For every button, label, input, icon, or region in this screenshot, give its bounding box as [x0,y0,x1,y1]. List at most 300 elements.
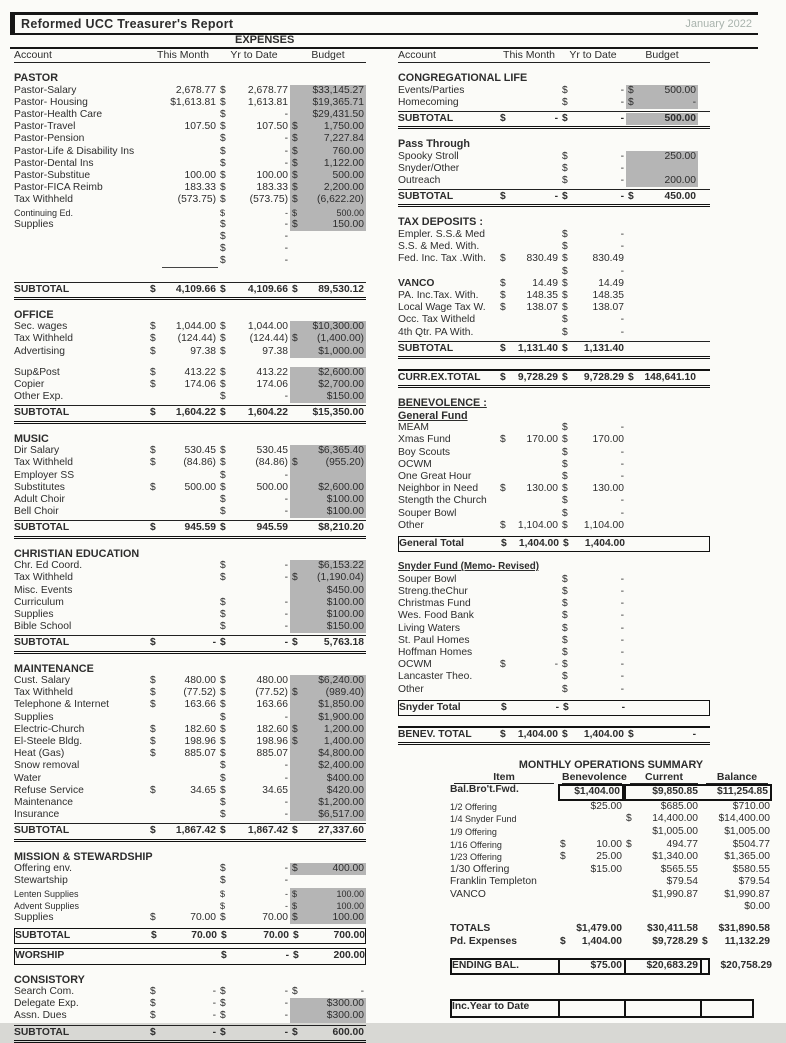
amount-budget: $1,000.00 [306,346,366,358]
amount-balance: $504.77 [732,838,770,850]
amount-budget: 760.00 [306,146,366,158]
amount-current: $20,683.29 [638,960,702,973]
currency-sign [498,586,510,598]
amount-yr-to-date: - [284,986,288,998]
section-title: Snyder Fund (Memo- Revised) [398,561,539,573]
amount-yr-to-date: 34.65 [262,784,288,796]
table-row [14,948,366,964]
currency-sign [626,434,640,446]
amount-yr-to-date: - [620,175,624,187]
amount-budget [640,623,698,635]
amount-this-month [162,255,218,267]
currency-sign: $ [220,608,226,620]
currency-sign [290,809,306,821]
row-label: SUBTOTAL [14,522,70,534]
amount-this-month: - [555,701,559,713]
row-label: Adult Choir [14,493,65,505]
currency-sign [148,158,162,170]
currency-sign: $ [220,366,226,378]
row-label: Offering env. [14,863,73,875]
amount-benevolence: $1,404.00 [568,784,624,801]
row-label: Maintenance [14,797,73,809]
table-row [14,182,366,194]
currency-sign [700,889,710,902]
amount-yr-to-date: - [284,560,288,572]
currency-sign [290,712,306,724]
currency-sign: $ [500,253,506,265]
currency-sign: $ [562,458,568,470]
table-row [14,158,366,170]
amount-this-month [162,609,218,621]
amount-balance: $31,890.58 [718,923,770,935]
table-row [398,459,710,471]
amount-yr-to-date: - [284,469,288,481]
currency-sign: $ [220,687,226,699]
currency-sign: $ [562,495,568,507]
amount-yr-to-date: 97.38 [262,345,288,357]
currency-sign: $ [562,191,568,203]
currency-sign [290,748,306,760]
amount-this-month [510,586,560,598]
amount-budget: 2,200.00 [306,182,366,194]
amount-this-month: 9,728.29 [517,371,558,383]
amount-this-month: 198.96 [184,736,216,748]
currency-sign [498,266,510,278]
amount-yr-to-date: - [285,950,289,962]
amount-budget [640,586,698,598]
currency-sign [626,1001,638,1016]
currency-sign [558,923,568,936]
currency-sign [290,797,306,809]
amount-budget: - [692,728,696,740]
currency-sign [290,367,306,379]
amount-yr-to-date: - [285,888,288,899]
amount-this-month [510,459,560,471]
amount-this-month [510,647,560,659]
currency-sign: $ [562,470,568,482]
currency-sign [626,175,640,187]
amount-budget [640,302,698,314]
currency-sign [148,585,162,597]
amount-this-month: 70.00 [191,930,217,942]
amount-yr-to-date: 945.59 [256,522,288,534]
currency-sign: $ [150,407,156,419]
amount-budget: 100.00 [306,888,366,900]
currency-sign: $ [220,711,226,723]
amount-this-month: 1,044.00 [175,321,216,333]
summary-row [450,784,768,801]
row-label: Copier [14,379,45,391]
currency-sign: $ [500,342,506,354]
section-title: Pass Through [398,138,470,151]
amount-budget [640,343,698,355]
amount-yr-to-date: (77.52) [255,687,288,699]
amount-this-month: 170.00 [526,434,558,446]
amount-this-month [510,241,560,253]
table-row [398,659,710,671]
amount-yr-to-date: - [620,96,624,108]
row-label: SUBTOTAL [398,191,454,203]
table-row [398,471,710,483]
currency-sign [148,809,162,821]
amount-budget: $100.00 [306,597,366,609]
currency-sign [626,151,640,163]
amount-benevolence [568,876,624,889]
currency-sign [700,851,710,864]
currency-sign [498,163,510,175]
amount-this-month: - [212,998,216,1010]
row-label [14,255,148,267]
currency-sign [702,1001,712,1016]
table-row [14,85,366,97]
amount-yr-to-date: 4,109.66 [247,283,288,295]
amount-this-month [162,494,218,506]
currency-sign: $ [220,888,226,899]
amount-yr-to-date: (124.44) [249,333,288,345]
currency-sign [290,407,306,419]
currency-sign: $ [500,371,506,383]
currency-sign: $ [562,422,568,434]
amount-yr-to-date: - [284,230,288,242]
amount-yr-to-date: - [284,391,288,403]
table-row [398,684,710,696]
amount-yr-to-date: - [284,621,288,633]
amount-budget: 700.00 [333,930,365,942]
table-row [14,823,366,841]
amount-this-month [162,133,218,145]
amount-yr-to-date: - [620,495,624,507]
amount-yr-to-date: - [620,671,624,683]
amount-budget: 200.00 [640,175,698,187]
column-header-2: Yr to Date [569,49,617,61]
currency-sign: $ [500,728,506,740]
amount-benevolence: $1,479.00 [576,923,622,935]
amount-this-month: 413.22 [184,366,216,378]
currency-sign [148,243,162,255]
currency-sign: $ [220,998,226,1010]
currency-sign: $ [560,935,566,947]
currency-sign: $ [562,610,568,622]
currency-sign: $ [626,85,640,97]
currency-sign [290,506,306,518]
table-row [14,712,366,724]
table-row [14,282,366,300]
amount-yr-to-date: - [620,683,624,695]
row-label: Chr. Ed Coord. [14,560,83,572]
amount-this-month: 130.00 [526,483,558,495]
table-row [398,253,710,265]
amount-this-month: - [212,637,216,649]
currency-sign: $ [220,748,226,760]
summary-item-label: 1/23 Offering [450,852,502,863]
amount-budget [640,278,698,290]
amount-budget [640,327,698,339]
currency-sign [558,801,568,814]
currency-sign [148,560,162,572]
summary-item-label: ENDING BAL. [452,960,560,973]
currency-sign [626,422,640,434]
currency-sign [498,495,510,507]
amount-yr-to-date: 830.49 [592,253,624,265]
table-row [398,586,710,598]
amount-this-month: 1,404.00 [518,537,559,549]
row-label: Events/Parties [398,84,465,96]
amount-benevolence: 1,404.00 [581,935,622,947]
amount-this-month [162,875,218,887]
table-row [398,520,710,532]
amount-yr-to-date: 107.50 [256,121,288,133]
currency-sign: $ [220,445,226,457]
row-label: Souper Bowl [398,573,457,585]
amount-this-month: 1,104.00 [517,519,558,531]
table-row [14,457,366,469]
amount-yr-to-date: 530.45 [256,445,288,457]
currency-sign [498,610,510,622]
amount-current: $30,411.58 [647,923,698,935]
table-row [398,434,710,446]
table-row [14,506,366,518]
currency-sign [290,494,306,506]
amount-budget [640,266,698,278]
currency-sign [290,621,306,633]
currency-sign [290,445,306,457]
currency-sign [290,597,306,609]
currency-sign [626,635,640,647]
currency-sign [148,470,162,482]
currency-sign: $ [150,784,156,796]
row-label: Spooky Stroll [398,150,459,162]
currency-sign [626,623,640,635]
amount-yr-to-date: - [284,797,288,809]
table-row [398,278,710,290]
row-label: Misc. Events [14,584,73,596]
amount-yr-to-date: - [620,585,624,597]
row-label: Insurance [14,809,60,821]
amount-budget: $100.00 [306,506,366,518]
amount-balance: $1,990.87 [724,888,770,900]
currency-sign [148,231,162,243]
currency-sign: $ [150,911,156,923]
currency-sign [149,950,163,962]
currency-sign [148,900,162,912]
amount-current: 14,400.00 [652,813,698,825]
currency-sign [498,241,510,253]
amount-budget [640,471,698,483]
row-label: Xmas Fund [398,434,451,446]
amount-yr-to-date: 9,728.29 [583,371,624,383]
table-row [14,635,366,653]
table-row [14,572,366,584]
currency-sign: $ [290,333,306,345]
amount-current: $1,990.87 [652,888,698,900]
currency-sign: $ [562,302,568,314]
currency-sign [498,422,510,434]
row-label: WORSHIP [15,950,65,962]
amount-balance: $710.00 [732,800,770,812]
amount-this-month: 138.07 [526,302,558,314]
summary-row [450,958,772,975]
amount-budget: $6,365.40 [306,445,366,457]
currency-sign: $ [220,230,226,242]
currency-sign [700,923,710,936]
currency-sign [626,598,640,610]
currency-sign: $ [562,446,568,458]
currency-sign [700,864,710,877]
currency-sign: $ [220,986,226,998]
amount-budget: $1,900.00 [306,712,366,724]
amount-yr-to-date: - [620,598,624,610]
currency-sign: $ [292,1026,298,1038]
amount-this-month [510,495,560,507]
currency-sign: $ [562,683,568,695]
amount-budget: (955.20) [306,457,366,469]
row-label: Tax Withheld [14,572,73,584]
currency-sign: $ [150,825,156,837]
amount-this-month [162,219,218,231]
currency-sign: $ [220,560,226,572]
expenses-band-label: EXPENSES [235,34,295,46]
amount-yr-to-date: - [620,191,624,203]
row-label: Wes. Food Bank [398,610,474,622]
currency-sign: $ [220,522,226,534]
row-label: Fed. Inc. Tax .With. [398,253,486,265]
currency-sign: $ [221,950,227,962]
currency-sign [498,471,510,483]
table-row [398,163,710,175]
currency-sign: $ [562,659,568,671]
table-row [398,700,710,716]
amount-this-month: 500.00 [184,481,216,493]
currency-sign: $ [290,736,306,748]
currency-sign: $ [562,228,568,240]
row-label: Tax Withheld [14,687,73,699]
summary-row [450,935,770,949]
table-row [398,241,710,253]
currency-sign: $ [562,507,568,519]
currency-sign: $ [150,687,156,699]
amount-this-month [162,888,218,900]
table-row [14,760,366,772]
table-row [14,724,366,736]
currency-sign: $ [220,145,226,157]
currency-sign: $ [702,935,708,947]
amount-yr-to-date: 198.96 [256,736,288,748]
amount-budget: 1,750.00 [306,121,366,133]
row-label: General Total [399,537,465,549]
currency-sign [624,784,636,801]
currency-sign: $ [290,912,306,924]
amount-budget: $400.00 [306,773,366,785]
currency-sign [498,327,510,339]
amount-yr-to-date: 1,044.00 [247,321,288,333]
summary-row [450,888,770,902]
amount-yr-to-date: - [620,112,624,124]
currency-sign: $ [562,434,568,446]
column-header-3: Budget [645,49,679,61]
amount-budget: 5,763.18 [323,637,364,649]
row-label: Assn. Dues [14,1010,67,1022]
currency-sign [624,923,636,936]
amount-this-month [510,314,560,326]
amount-this-month [510,97,560,109]
currency-sign [498,598,510,610]
monthly-operations-summary [450,759,772,1018]
table-row [14,699,366,711]
currency-sign [626,508,640,520]
currency-sign [626,659,640,671]
amount-this-month: (573.75) [177,194,216,206]
amount-this-month [162,809,218,821]
amount-yr-to-date: - [284,998,288,1010]
currency-sign: $ [220,379,226,391]
currency-sign: $ [220,96,226,108]
amount-budget [306,875,366,887]
currency-sign: $ [220,84,226,96]
amount-budget: $10,300.00 [306,321,366,333]
currency-sign: $ [220,1010,226,1022]
column-header-1: This Month [157,49,209,61]
currency-sign: $ [562,634,568,646]
amount-yr-to-date: 138.07 [592,302,624,314]
currency-sign [148,572,162,584]
amount-this-month: 480.00 [184,675,216,687]
currency-sign: $ [292,283,298,295]
currency-sign [626,684,640,696]
currency-sign: $ [628,371,634,383]
table-row [398,341,710,359]
table-row [398,111,710,129]
row-label: Tax Withheld [14,333,73,345]
currency-sign [624,889,636,902]
currency-sign [498,85,510,97]
currency-sign: $ [292,825,298,837]
currency-sign [148,494,162,506]
amount-yr-to-date: - [620,84,624,96]
table-row [14,391,366,403]
amount-this-month [510,175,560,187]
currency-sign: $ [150,986,156,998]
amount-budget: $2,400.00 [306,760,366,772]
amount-yr-to-date: - [284,506,288,518]
currency-sign [218,585,232,597]
amount-this-month [510,327,560,339]
amount-budget: 400.00 [306,863,366,875]
section-title: MUSIC [14,432,49,445]
currency-sign: $ [562,277,568,289]
currency-sign: $ [562,598,568,610]
table-row [14,333,366,345]
table-row [14,560,366,572]
row-label: Neighbor in Need [398,483,479,495]
row-label: OCWM [398,458,432,470]
amount-current: $1,005.00 [652,825,698,837]
amount-yr-to-date: - [620,622,624,634]
currency-sign [290,560,306,572]
column-header-3: Budget [311,49,345,61]
currency-sign [290,231,306,243]
summary-item-label: 1/9 Offering [450,826,497,837]
currency-sign [148,621,162,633]
row-label: Other Exp. [14,391,64,403]
table-row [398,314,710,326]
amount-yr-to-date: - [284,875,288,887]
currency-sign [626,447,640,459]
currency-sign [558,876,568,889]
amount-yr-to-date: - [620,646,624,658]
currency-sign [498,151,510,163]
currency-sign [626,671,640,683]
currency-sign [498,314,510,326]
